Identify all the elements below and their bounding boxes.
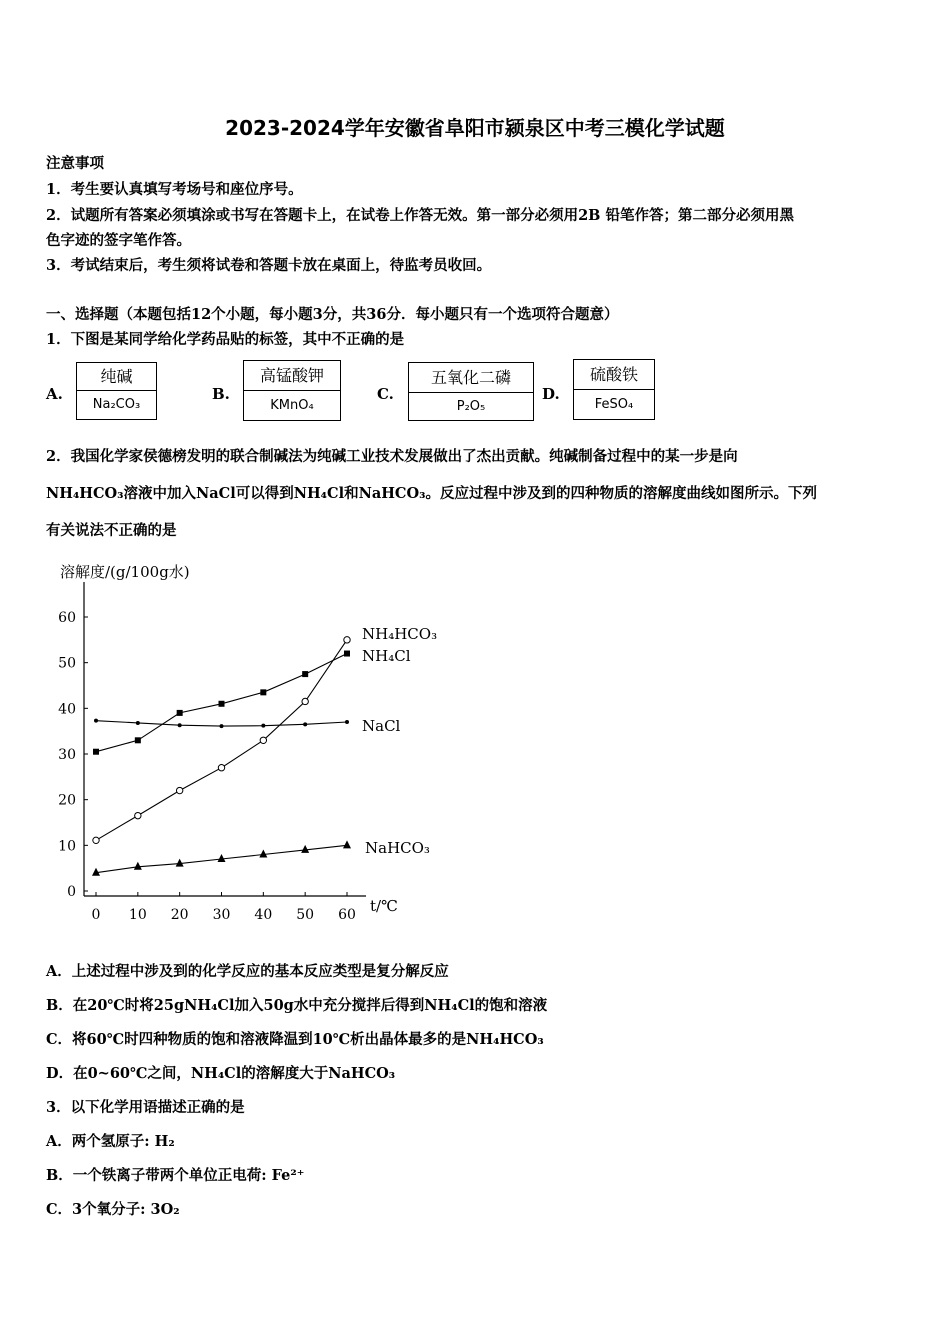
page-title: 2023-2024学年安徽省阜阳市颍泉区中考三模化学试题 xyxy=(225,116,725,140)
question-3-stem: 3．以下化学用语描述正确的是 xyxy=(46,1099,245,1116)
q2-option: A．上述过程中涉及到的化学反应的基本反应类型是复分解反应 xyxy=(46,963,449,980)
data-point-dot xyxy=(303,722,307,726)
data-point-circle xyxy=(344,637,350,643)
question-2-stem: 2．我国化学家侯德榜发明的联合制碱法为纯碱工业技术发展做出了杰出贡献。纯碱制备过程中的某一步是向 xyxy=(46,448,738,465)
data-point-dot xyxy=(178,723,182,727)
data-point-dot xyxy=(94,719,98,723)
series-label: NaCl xyxy=(362,717,401,735)
chart-marks xyxy=(92,625,437,876)
chemical-label-b xyxy=(243,360,341,421)
data-point-triangle xyxy=(134,862,142,870)
data-point-square xyxy=(260,689,266,695)
question-2-stem: 有关说法不正确的是 xyxy=(46,522,177,539)
solubility-chart xyxy=(40,552,460,932)
question-2-stem: NH₄HCO₃溶液中加入NaCl可以得到NH₄Cl和NaHCO₃。反应过程中涉及到的四种物质的溶解度曲线如图所示。下列 xyxy=(46,485,817,502)
notice-item: 3．考试结束后，考生须将试卷和答题卡放在桌面上，待监考员收回。 xyxy=(46,257,492,274)
label-formula: Na₂CO₃ xyxy=(92,397,141,412)
y-tick-label: 20 xyxy=(58,792,76,809)
label-formula: FeSO₄ xyxy=(594,397,634,412)
x-tick-label: 20 xyxy=(170,907,189,923)
data-point-circle xyxy=(176,787,182,793)
data-point-dot xyxy=(136,721,140,725)
x-tick-label: 10 xyxy=(128,907,147,923)
x-tick-label: 50 xyxy=(296,907,315,923)
label-formula: KMnO₄ xyxy=(270,398,314,413)
data-point-circle xyxy=(218,765,224,771)
q3-option: B．一个铁离子带两个单位正电荷: Fe²⁺ xyxy=(46,1167,305,1184)
series-label: NaHCO₃ xyxy=(365,839,430,857)
q1-option-letter: D. xyxy=(542,385,560,403)
section-heading: 一、选择题（本题包括12个小题，每小题3分，共36分．每小题只有一个选项符合题意） xyxy=(46,306,619,323)
q3-option: A．两个氢原子: H₂ xyxy=(46,1133,175,1150)
data-point-square xyxy=(93,749,99,755)
data-point-circle xyxy=(135,812,141,818)
data-point-triangle xyxy=(176,859,184,867)
data-point-triangle xyxy=(343,840,351,848)
label-formula: P₂O₅ xyxy=(456,399,486,414)
data-point-dot xyxy=(345,720,349,724)
data-point-circle xyxy=(302,698,308,704)
q2-option: C．将60℃时四种物质的饱和溶液降温到10℃析出晶体最多的是NH₄HCO₃ xyxy=(46,1031,544,1048)
q1-option-letter: B. xyxy=(212,385,230,403)
notice-item: 2．试题所有答案必须填涂或书写在答题卡上，在试卷上作答无效。第一部分必须用2B 铅笔作答；第二部分必须用黑 xyxy=(46,207,794,224)
data-point-square xyxy=(135,737,141,743)
x-tick-label: 0 xyxy=(91,907,101,923)
chemical-label-d xyxy=(573,359,655,420)
y-axis-label: 溶解度/(g/100g水) xyxy=(60,563,190,581)
data-point-circle xyxy=(260,737,266,743)
y-tick-label: 40 xyxy=(58,701,76,718)
chemical-label-a xyxy=(76,362,157,420)
data-point-square xyxy=(177,710,183,716)
y-tick-label: 0 xyxy=(67,884,76,900)
y-tick-label: 10 xyxy=(58,838,76,855)
q1-option-letter: A. xyxy=(46,385,63,403)
data-point-triangle xyxy=(259,849,267,857)
data-point-triangle xyxy=(301,845,309,853)
series-label: NH₄HCO₃ xyxy=(362,625,438,643)
data-point-square xyxy=(219,701,225,707)
data-point-square xyxy=(302,671,308,677)
series-label: NH₄Cl xyxy=(362,647,411,665)
data-point-triangle xyxy=(92,868,100,876)
y-tick-label: 30 xyxy=(58,747,76,763)
q1-option-letter: C. xyxy=(377,385,394,403)
data-point-triangle xyxy=(218,854,226,862)
data-point-dot xyxy=(220,724,224,728)
x-axis-label: t/℃ xyxy=(370,897,398,915)
q3-option: C．3个氧分子: 3O₂ xyxy=(46,1201,180,1218)
q2-option: D．在0~60℃之间，NH₄Cl的溶解度大于NaHCO₃ xyxy=(46,1065,396,1082)
question-1-stem: 1．下图是某同学给化学药品贴的标签，其中不正确的是 xyxy=(46,331,405,348)
x-tick-label: 40 xyxy=(254,907,273,923)
data-point-circle xyxy=(93,837,99,843)
series-line xyxy=(96,640,347,841)
notice-item: 色字迹的签字笔作答。 xyxy=(46,232,191,249)
label-name: 纯碱 xyxy=(77,363,156,391)
notice-heading: 注意事项 xyxy=(46,155,104,172)
y-tick-label: 50 xyxy=(58,655,76,672)
x-tick-label: 60 xyxy=(338,907,356,923)
label-name: 高锰酸钾 xyxy=(244,361,340,391)
chemical-label-c xyxy=(408,362,534,421)
x-tick-label: 30 xyxy=(212,907,231,923)
notice-item: 1．考生要认真填写考场号和座位序号。 xyxy=(46,181,303,198)
data-point-dot xyxy=(261,724,265,728)
data-point-square xyxy=(344,651,350,657)
q2-option: B．在20℃时将25gNH₄Cl加入50g水中充分搅拌后得到NH₄Cl的饱和溶液 xyxy=(46,997,548,1014)
label-name: 五氧化二磷 xyxy=(409,363,533,393)
label-name: 硫酸铁 xyxy=(574,360,654,390)
y-tick-label: 60 xyxy=(58,610,76,626)
